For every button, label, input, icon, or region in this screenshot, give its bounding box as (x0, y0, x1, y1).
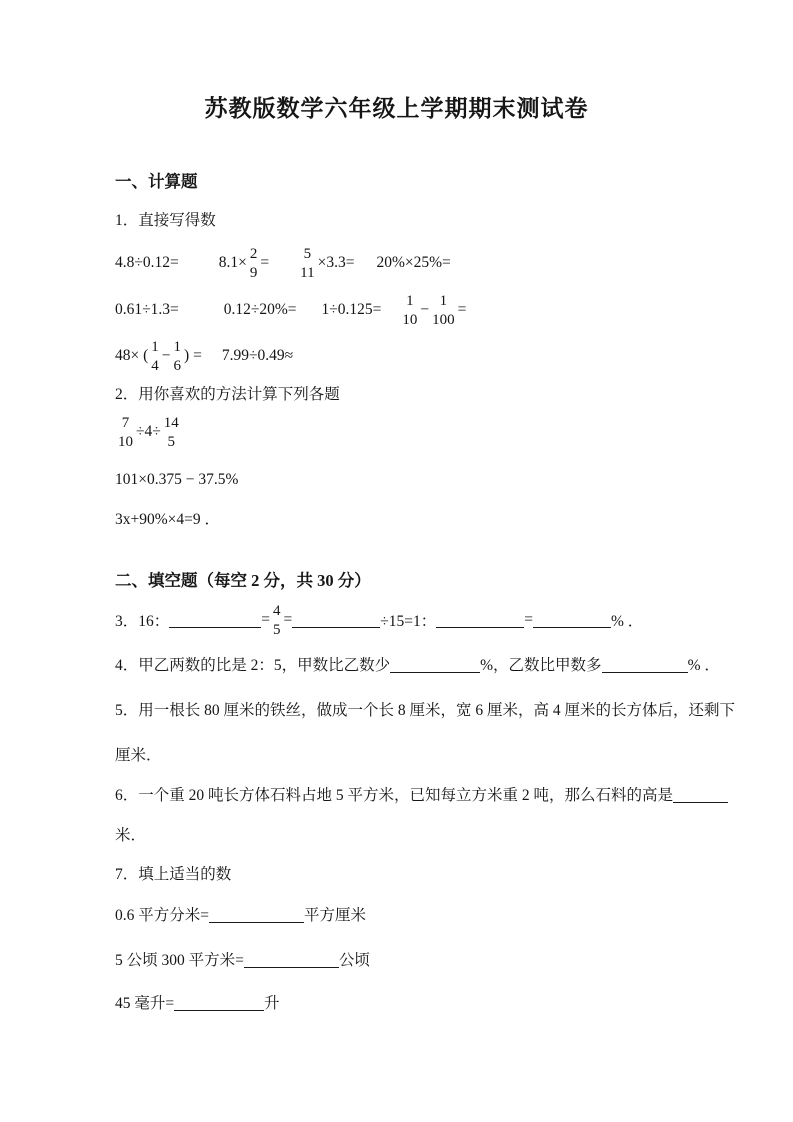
expression-101-times-0.375: 101×0.375 − 37.5% (115, 471, 239, 488)
question-2-label: 2．用你喜欢的方法计算下列各题 (115, 386, 340, 403)
expression-7.99-div-0.49: 7.99÷0.49≈ (221, 347, 294, 364)
unit-conversion-text: 5 公顷 300 平方米= (115, 952, 244, 969)
fraction-numerator: 2 (249, 245, 258, 262)
fraction-denominator: 10 (118, 433, 133, 450)
expression-text: 8.1× (218, 254, 247, 271)
fraction-numerator: 5 (303, 245, 312, 262)
expression-0.61-div-1.3: 0.61÷1.3= (115, 301, 179, 318)
fraction-5-11 (297, 247, 317, 280)
question-4-text: %，乙数比甲数多 (480, 657, 602, 674)
minus-sign: − (420, 301, 430, 318)
question-1-label: 1．直接写得数 (115, 212, 216, 229)
answer-blank (292, 613, 380, 628)
fraction-numerator: 1 (406, 292, 414, 309)
expression-text: 48× ( (115, 347, 149, 364)
fraction-denominator: 4 (151, 357, 159, 374)
question-6-line-1 (115, 784, 733, 808)
fraction-4-5 (270, 604, 284, 637)
expression-text: = (457, 301, 467, 318)
fraction-denominator: 5 (273, 621, 281, 638)
fraction-denominator: 6 (173, 357, 182, 374)
expression-1-div-0.125: 1÷0.125= (321, 301, 382, 318)
question-4-text: % ． (687, 657, 720, 674)
fraction-denominator: 5 (167, 433, 176, 450)
fraction-numerator: 7 (121, 414, 130, 431)
question-6-text: 6．一个重 20 吨长方体石料占地 5 平方米，已知每立方米重 2 吨，那么石料的高是 (115, 787, 674, 804)
calc-row-1 (115, 240, 733, 286)
fraction-1-4 (148, 340, 162, 373)
answer-blank (390, 658, 480, 673)
answer-blank (436, 613, 524, 628)
fraction-denominator: 11 (300, 264, 315, 281)
question-5-line-2: 厘米． (115, 747, 162, 764)
fraction-numerator: 1 (173, 338, 182, 355)
fraction-numerator: 1 (151, 338, 159, 355)
expression-text: = (260, 254, 270, 271)
question-7-row-c (115, 992, 733, 1016)
equals-sign: = (283, 611, 293, 628)
fraction-1-10 (399, 294, 420, 327)
expression-3x-equation: 3x+90%×4=9 ． (115, 511, 221, 528)
equals-sign: = (524, 611, 534, 628)
expression-text: ÷4÷ (136, 423, 161, 440)
unit-conversion-text: 45 毫升= (115, 995, 175, 1012)
question-6-line-2: 米． (115, 827, 147, 844)
question-7-row-b (115, 949, 733, 973)
answer-blank (174, 996, 264, 1011)
question-4-row (115, 654, 733, 678)
calc-row-3 (115, 333, 733, 379)
question-5-line-1: 5．用一根长 80 厘米的铁丝，做成一个长 8 厘米，宽 6 厘米，高 4 厘米的长方体后，还剩下 (115, 702, 736, 719)
fraction-1-100 (429, 294, 458, 327)
expression-text: ×3.3= (317, 254, 355, 271)
section-2-heading: 二、填空题（每空 2 分，共 30 分） (115, 571, 371, 590)
equals-sign: = (261, 611, 271, 628)
answer-blank (169, 613, 261, 628)
question-7-label: 7．填上适当的数 (115, 866, 232, 883)
expression-8.1-times-2-9 (219, 247, 269, 280)
expression-5-11-times-3.3 (297, 247, 354, 280)
expression-7-10-div-4-div-14-5 (115, 416, 182, 449)
question-3-text: % ． (611, 613, 644, 630)
answer-blank (533, 613, 611, 628)
fraction-denominator: 100 (432, 311, 455, 328)
question-3-row (115, 601, 733, 639)
unit-conversion-text: 0.6 平方分米= (115, 907, 209, 924)
answer-blank (673, 788, 728, 803)
question-4-text: 4．甲乙两数的比是 2：5，甲数比乙数少 (115, 657, 391, 674)
fraction-1-6 (171, 340, 185, 373)
section-1-heading: 一、计算题 (115, 172, 198, 191)
expression-text: ) = (184, 347, 202, 364)
q2-expression-row (115, 409, 733, 455)
unit-conversion-text: 公顷 (338, 952, 370, 969)
fraction-2-9 (247, 247, 261, 280)
calc-row-2 (115, 287, 733, 333)
fraction-numerator: 4 (273, 602, 281, 619)
answer-blank (244, 953, 339, 968)
fraction-7-10 (115, 416, 136, 449)
expression-48-times-paren (115, 340, 202, 373)
fraction-numerator: 14 (163, 414, 179, 431)
expression-20pct-times-25pct: 20%×25%= (376, 254, 451, 271)
fraction-denominator: 10 (402, 311, 418, 328)
question-7-row-a (115, 904, 733, 928)
unit-conversion-text: 升 (264, 995, 280, 1012)
question-3-text: ÷15=1： (380, 613, 437, 630)
minus-sign: − (161, 347, 171, 364)
expression-0.12-div-20pct: 0.12÷20%= (223, 301, 297, 318)
unit-conversion-text: 平方厘米 (304, 907, 367, 924)
expression-4.8-div-0.12: 4.8÷0.12= (115, 254, 179, 271)
answer-blank (602, 658, 688, 673)
fraction-14-5 (161, 416, 182, 449)
fraction-denominator: 9 (249, 264, 258, 281)
page-title: 苏教版数学六年级上学期期末测试卷 (204, 96, 589, 121)
question-3-text: 3．16： (115, 613, 170, 630)
expression-1-10-minus-1-100 (399, 294, 466, 327)
answer-blank (209, 908, 304, 923)
fraction-numerator: 1 (439, 292, 448, 309)
